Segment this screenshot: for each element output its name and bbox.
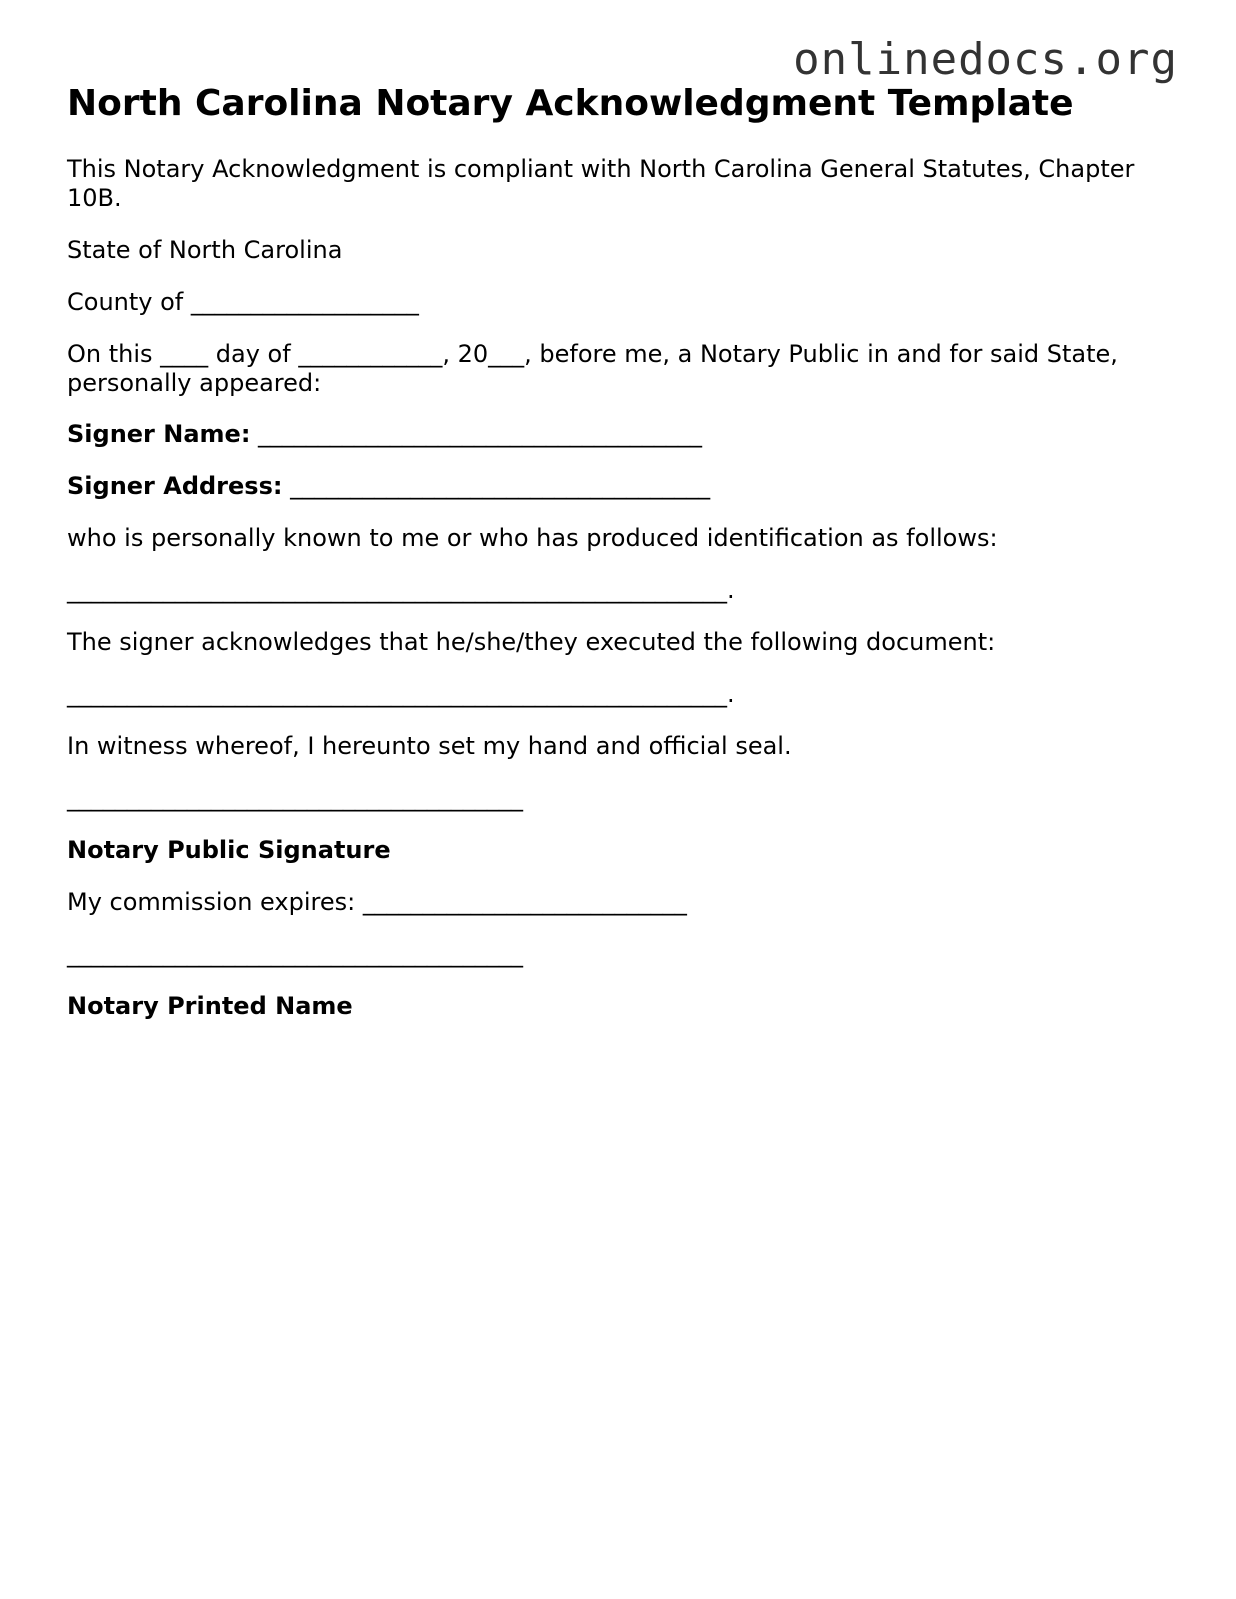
county-line: County of ___________________ [67, 288, 419, 316]
state-line: State of North Carolina [67, 236, 343, 264]
intro-paragraph: This Notary Acknowledgment is compliant with North Carolina General Statutes, Chapter 10B. [67, 155, 1135, 212]
identification-blank[interactable]: _______________________________________________________. [67, 576, 735, 604]
witness-text: In witness whereof, I hereunto set my hand and official seal. [67, 732, 792, 760]
signer-name-blank[interactable]: _____________________________________ [250, 420, 703, 448]
commission-expires-line[interactable]: My commission expires: ___________________________ [67, 888, 687, 916]
page-title: North Carolina Notary Acknowledgment Template [67, 83, 1074, 124]
notary-signature-label: Notary Public Signature [67, 836, 391, 864]
signature-blank[interactable]: ______________________________________ [67, 784, 523, 812]
date-appearance-paragraph: On this ____ day of ____________, 20___, before me, a Notary Public in and for said State, personally appeared: [67, 340, 1118, 397]
signer-address-label: Signer Address: [67, 472, 283, 500]
watermark: onlinedocs.org [793, 34, 1178, 85]
identification-text: who is personally known to me or who has produced identification as follows: [67, 524, 998, 552]
signer-address-blank[interactable]: ___________________________________ [282, 472, 711, 500]
printed-name-blank[interactable]: ______________________________________ [67, 940, 523, 968]
acknowledges-text: The signer acknowledges that he/she/they executed the following document: [67, 628, 996, 656]
signer-address-row [67, 472, 710, 501]
signer-name-label: Signer Name: [67, 420, 251, 448]
document-blank[interactable]: _______________________________________________________. [67, 680, 735, 708]
notary-printed-name-label: Notary Printed Name [67, 992, 353, 1020]
signer-name-row [67, 420, 702, 449]
